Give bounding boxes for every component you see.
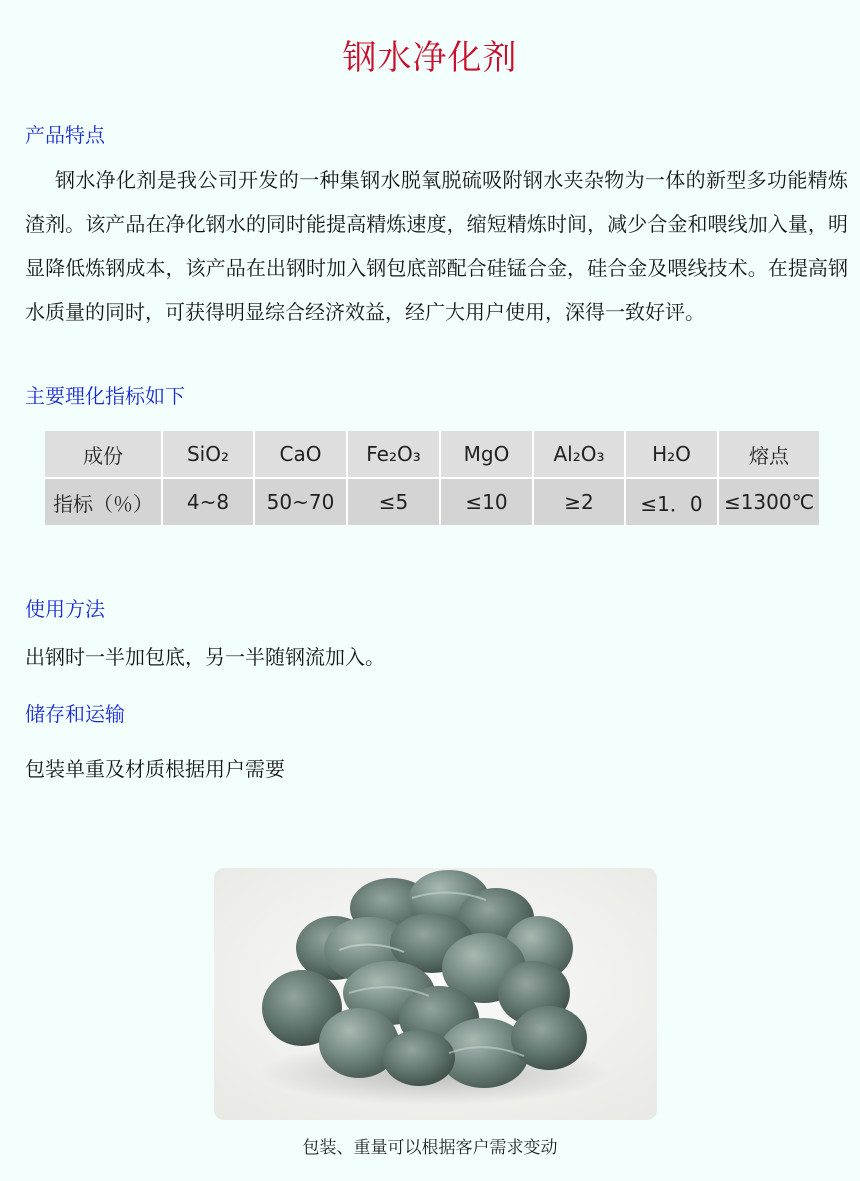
product-photo xyxy=(214,868,657,1120)
features-paragraph: 钢水净化剂是我公司开发的一种集钢水脱氧脱硫吸附钢水夹杂物为一体的新型多功能精炼渣剂。该产品在净化钢水的同时能提高精炼速度，缩短精炼时间，减少合金和喂线加入量，明显降低炼钢成本，该产品在出钢时加入钢包底部配合硅锰合金，硅合金及喂线技术。在提高钢水质量的同时，可获得明显综合经济效益，经广大用户使用，深得一致好评。 xyxy=(25,168,848,324)
spec-header-cell: Al₂O₃ xyxy=(533,431,625,478)
spec-value-cell: ≤1．0 xyxy=(625,478,718,525)
photo-caption: 包装、重量可以根据客户需求变动 xyxy=(302,1138,558,1158)
features-heading: 产品特点 xyxy=(25,123,105,147)
usage-heading: 使用方法 xyxy=(25,597,105,621)
spec-value-cell: ≤1300℃ xyxy=(718,478,819,525)
spec-value-cell: 4~8 xyxy=(162,478,254,525)
usage-text: 出钢时一半加包底，另一半随钢流加入。 xyxy=(25,645,385,669)
spec-header-cell: CaO xyxy=(254,431,347,478)
specs-heading: 主要理化指标如下 xyxy=(25,384,185,408)
page-title: 钢水净化剂 xyxy=(342,38,518,78)
storage-text: 包装单重及材质根据用户需要 xyxy=(25,757,285,781)
spec-value-cell: 50~70 xyxy=(254,478,347,525)
spec-header-cell: Fe₂O₃ xyxy=(347,431,440,478)
spec-value-cell: ≤10 xyxy=(440,478,533,525)
spec-header-cell: 熔点 xyxy=(718,431,819,478)
spec-value-cell: ≤5 xyxy=(347,478,440,525)
storage-heading: 储存和运输 xyxy=(25,702,125,726)
spec-header-cell: SiO₂ xyxy=(162,431,254,478)
spec-header-cell: H₂O xyxy=(625,431,718,478)
spec-value-cell: 指标（％） xyxy=(45,478,162,525)
spec-value-row xyxy=(45,478,819,525)
spec-table xyxy=(45,431,819,525)
spec-header-row xyxy=(45,431,819,478)
spec-header-cell: 成份 xyxy=(45,431,162,478)
product-pellets-image xyxy=(214,868,657,1120)
spec-value-cell: ≥2 xyxy=(533,478,625,525)
spec-header-cell: MgO xyxy=(440,431,533,478)
